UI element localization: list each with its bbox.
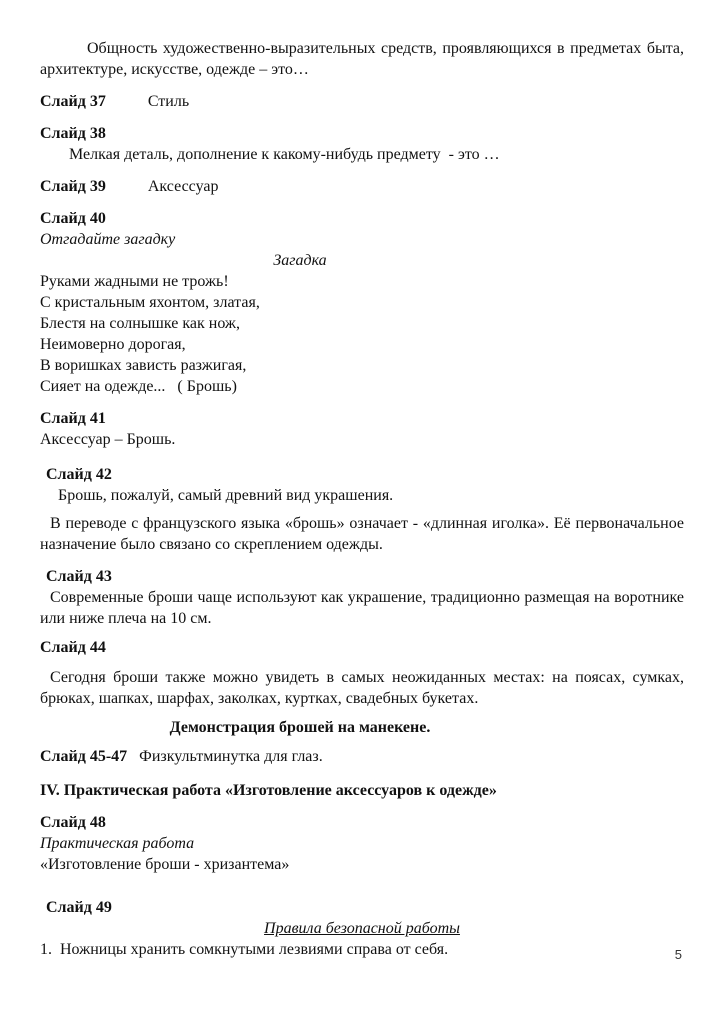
riddle-line: Руками жадными не трожь! — [40, 273, 229, 290]
slide-48-label: Слайд 48 — [40, 814, 106, 831]
slide-39-row — [40, 176, 684, 197]
intro-paragraph: Общность художественно-выразительных средств, проявляющихся в предметах быта, архитектуре, искусстве, одежде – это… — [40, 40, 684, 78]
slide-49-block — [40, 897, 684, 960]
slide-44-block — [40, 637, 684, 709]
slide-44-label: Слайд 44 — [40, 639, 106, 656]
slide-41-label: Слайд 41 — [40, 410, 106, 427]
slide-40-subtitle: Отгадайте загадку — [40, 231, 176, 248]
slide-43-label: Слайд 43 — [46, 568, 112, 585]
slide-43-block — [40, 566, 684, 629]
riddle-line: В воришках зависть разжигая, — [40, 357, 247, 374]
riddle-poem — [40, 271, 684, 397]
slide-38-block — [40, 123, 684, 165]
slide-40-block — [40, 208, 684, 397]
riddle-line: Неимоверно дорогая, — [40, 336, 186, 353]
section-4-heading: IV. Практическая работа «Изготовление аксессуаров к одежде» — [40, 782, 497, 799]
slide-41-text: Аксессуар – Брошь. — [40, 431, 176, 448]
riddle-line-answer: Сияет на одежде... ( Брошь) — [40, 378, 237, 395]
slide-39-answer: Аксессуар — [147, 178, 219, 195]
slide-49-label: Слайд 49 — [46, 899, 112, 916]
rules-title: Правила безопасной работы — [264, 920, 460, 937]
slide-43-text: Современные броши чаще используют как украшение, традиционно размещая на воротнике или ниже плеча на 10 см. — [40, 589, 684, 627]
rules-title-wrap — [40, 918, 684, 939]
slide-37-answer: Стиль — [147, 93, 190, 110]
page-number: 5 — [674, 947, 682, 962]
riddle-line: С кристальным яхонтом, златая, — [40, 294, 260, 311]
slide-39-label: Слайд 39 — [40, 178, 106, 195]
slide-45-47-row — [40, 746, 684, 767]
slide-42-line1: Брошь, пожалуй, самый древний вид украшения. — [58, 487, 394, 504]
slide-42-label: Слайд 42 — [46, 466, 112, 483]
slide-37-row — [40, 91, 684, 112]
slide-48-subtitle: Практическая работа — [40, 835, 195, 852]
slide-38-label: Слайд 38 — [40, 125, 106, 142]
slide-44-text: Сегодня броши также можно увидеть в самых неожиданных местах: на поясах, сумках, брюках, шапках, шарфах, заколках, куртках, свадебных букетах. — [40, 669, 684, 707]
slide-37-label: Слайд 37 — [40, 93, 106, 110]
slide-45-47-text: Физкультминутка для глаз. — [139, 748, 323, 765]
slide-42-block — [40, 464, 684, 555]
demo-heading: Демонстрация брошей на манекене. — [169, 719, 431, 736]
rule-item-1: 1. Ножницы хранить сомкнутыми лезвиями справа от себя. — [40, 941, 449, 958]
slide-42-line2: В переводе с французского языка «брошь» означает - «длинная иголка». Её первоначальное назначение было связано со скреплением одежды. — [40, 515, 684, 553]
riddle-line: Блестя на солнышке как нож, — [40, 315, 240, 332]
slide-41-block — [40, 408, 684, 450]
slide-48-text: «Изготовление броши - хризантема» — [40, 856, 290, 873]
slide-40-label: Слайд 40 — [40, 210, 106, 227]
slide-48-block — [40, 812, 684, 875]
riddle-title: Загадка — [273, 252, 327, 269]
slide-45-47-label: Слайд 45-47 — [40, 748, 128, 765]
slide-38-text: Мелкая деталь, дополнение к какому-нибудь предмету - это … — [69, 146, 500, 163]
